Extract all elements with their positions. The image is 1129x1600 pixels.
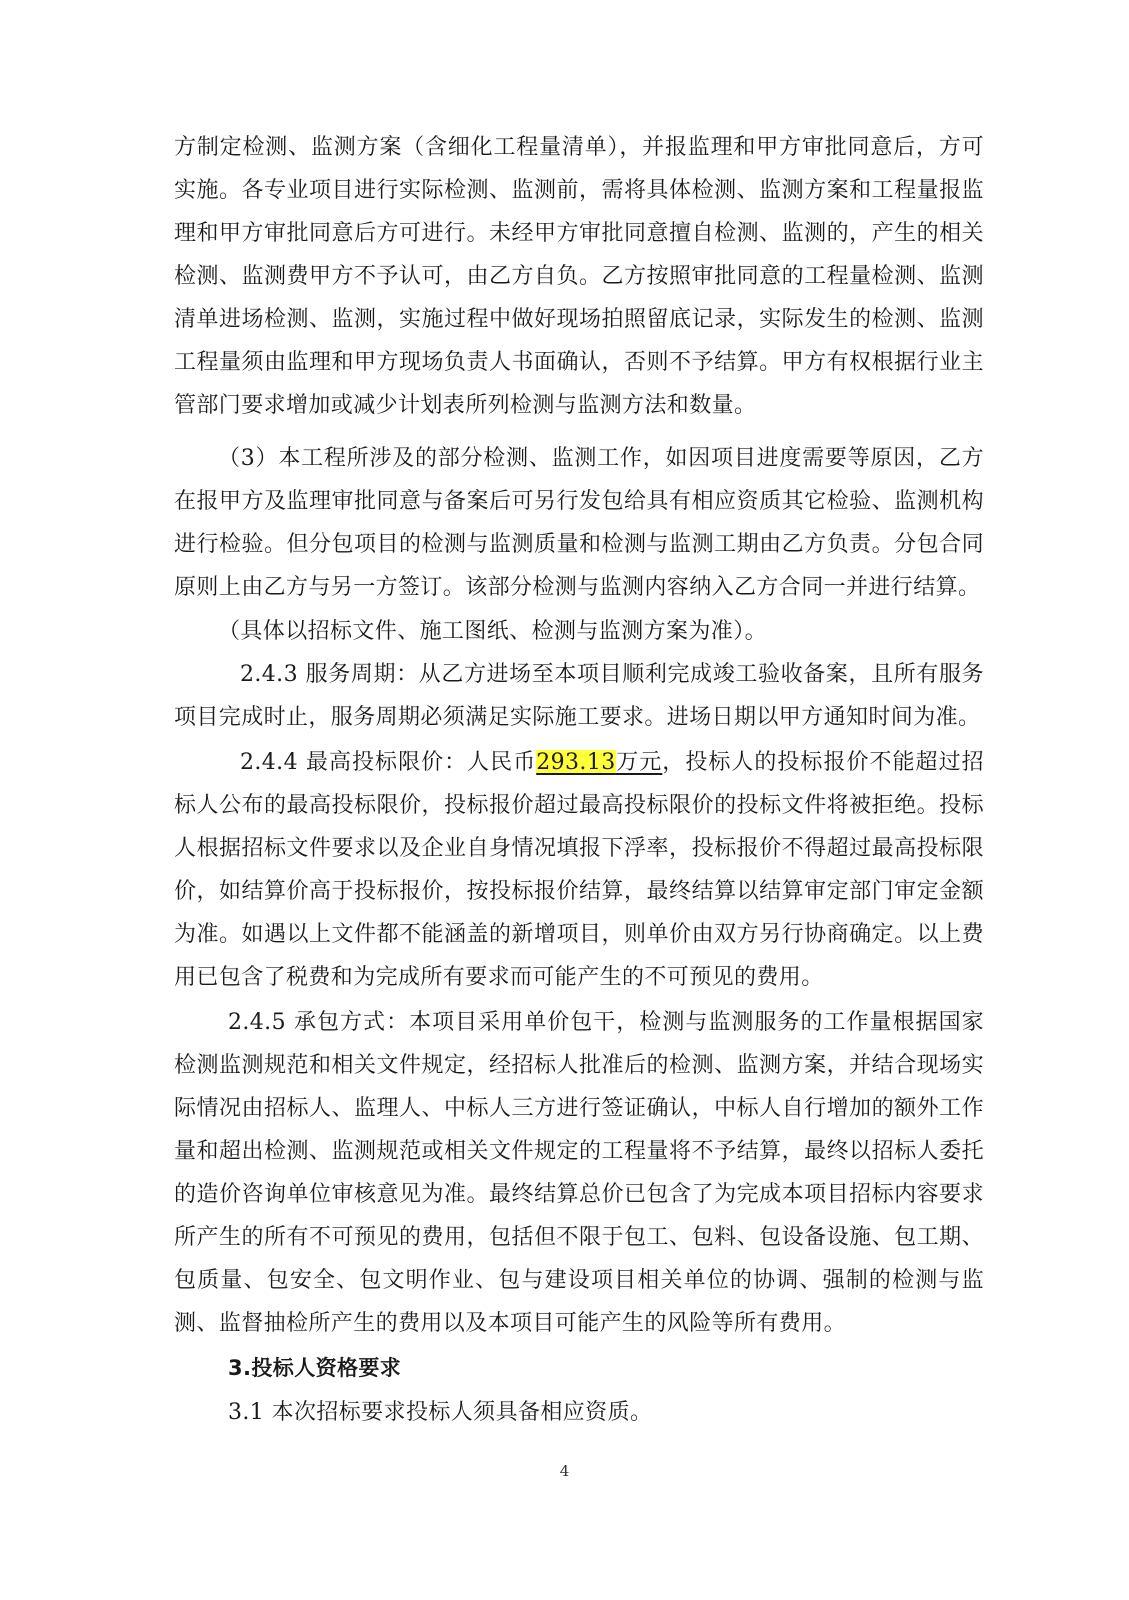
section-2-4-5 bbox=[174, 1001, 984, 1345]
section-2-4-4 bbox=[174, 741, 984, 999]
section-2-4-4-prefix: 2.4.4 最高投标限价：人民币 bbox=[240, 750, 537, 775]
continued-paragraph-text: 方制定检测、监测方案（含细化工程量清单），并报监理和甲方审批同意后，方可实施。各专业项目进行实际检测、监测前，需将具体检测、监测方案和工程量报监理和甲方审批同意后方可进行。未经甲方审批同意擅自检测、监测的，产生的相关检测、监测费甲方不予认可，由乙方自负。乙方按照审批同意的工程量检测、监测清单进场检测、监测，实施过程中做好现场拍照留底记录，实际发生的检测、监测工程量须由监理和甲方现场负责人书面确认，否则不予结算。甲方有权根据行业主管部门要求增加或减少计划表所列检测与监测方法和数量。 bbox=[174, 135, 984, 418]
continued-paragraph bbox=[174, 126, 984, 427]
section-3-1 bbox=[174, 1391, 984, 1434]
section-2-4-4-paragraph bbox=[174, 741, 984, 999]
paragraph-3-text: （3）本工程所涉及的部分检测、监测工作，如因项目进度需要等原因，乙方在报甲方及监理审批同意与备案后可另行发包给具有相应资质其它检验、监测机构进行检验。但分包项目的检测与监测质量和检测与监测工期由乙方负责。分包合同原则上由乙方与另一方签订。该部分检测与监测内容纳入乙方合同一并进行结算。 bbox=[174, 446, 984, 600]
note-paragraph bbox=[174, 610, 984, 653]
max-bid-unit: 万元 bbox=[615, 750, 663, 775]
heading-3-text: 3.投标人资格要求 bbox=[228, 1356, 402, 1380]
max-bid-amount: 293.13 bbox=[536, 750, 616, 775]
section-2-4-5-text: 2.4.5 承包方式：本项目采用单价包干，检测与监测服务的工作量根据国家检测监测规范和相关文件规定，经招标人批准后的检测、监测方案，并结合现场实际情况由招标人、监理人、中标人三方进行签证确认，中标人自行增加的额外工作量和超出检测、监测规范或相关文件规定的工程量将不予结算，最终以招标人委托的造价咨询单位审核意见为准。最终结算总价已包含了为完成本项目招标内容要求所产生的所有不可预见的费用，包括但不限于包工、包料、包设备设施、包工期、包质量、包安全、包文明作业、包与建设项目相关单位的协调、强制的检测与监测、监督抽检所产生的费用以及本项目可能产生的风险等所有费用。 bbox=[174, 1010, 984, 1336]
page-number: 4 bbox=[559, 1462, 570, 1480]
heading-bidder-qualification bbox=[174, 1347, 984, 1390]
paragraph-3 bbox=[174, 437, 984, 609]
section-2-4-3-text: 2.4.3 服务周期：从乙方进场至本项目顺利完成竣工验收备案，且所有服务项目完成时止，服务周期必须满足实际施工要求。进场日期以甲方通知时间为准。 bbox=[174, 662, 984, 730]
note-text: （具体以招标文件、施工图纸、检测与监测方案为准）。 bbox=[218, 619, 768, 644]
section-2-4-4-rest: ，投标人的投标报价不能超过招标人公布的最高投标限价，投标报价超过最高投标限价的投标文件将被拒绝。投标人根据招标文件要求以及企业自身情况填报下浮率，投标报价不得超过最高投标限价，如结算价高于投标报价，按投标报价结算，最终结算以结算审定部门审定金额为准。如遇以上文件都不能涵盖的新增项目，则单价由双方另行协商确定。以上费用已包含了税费和为完成所有要求而可能产生的不可预见的费用。 bbox=[174, 750, 984, 990]
section-2-4-3 bbox=[174, 653, 984, 739]
section-3-1-text: 3.1 本次招标要求投标人须具备相应资质。 bbox=[228, 1400, 653, 1425]
